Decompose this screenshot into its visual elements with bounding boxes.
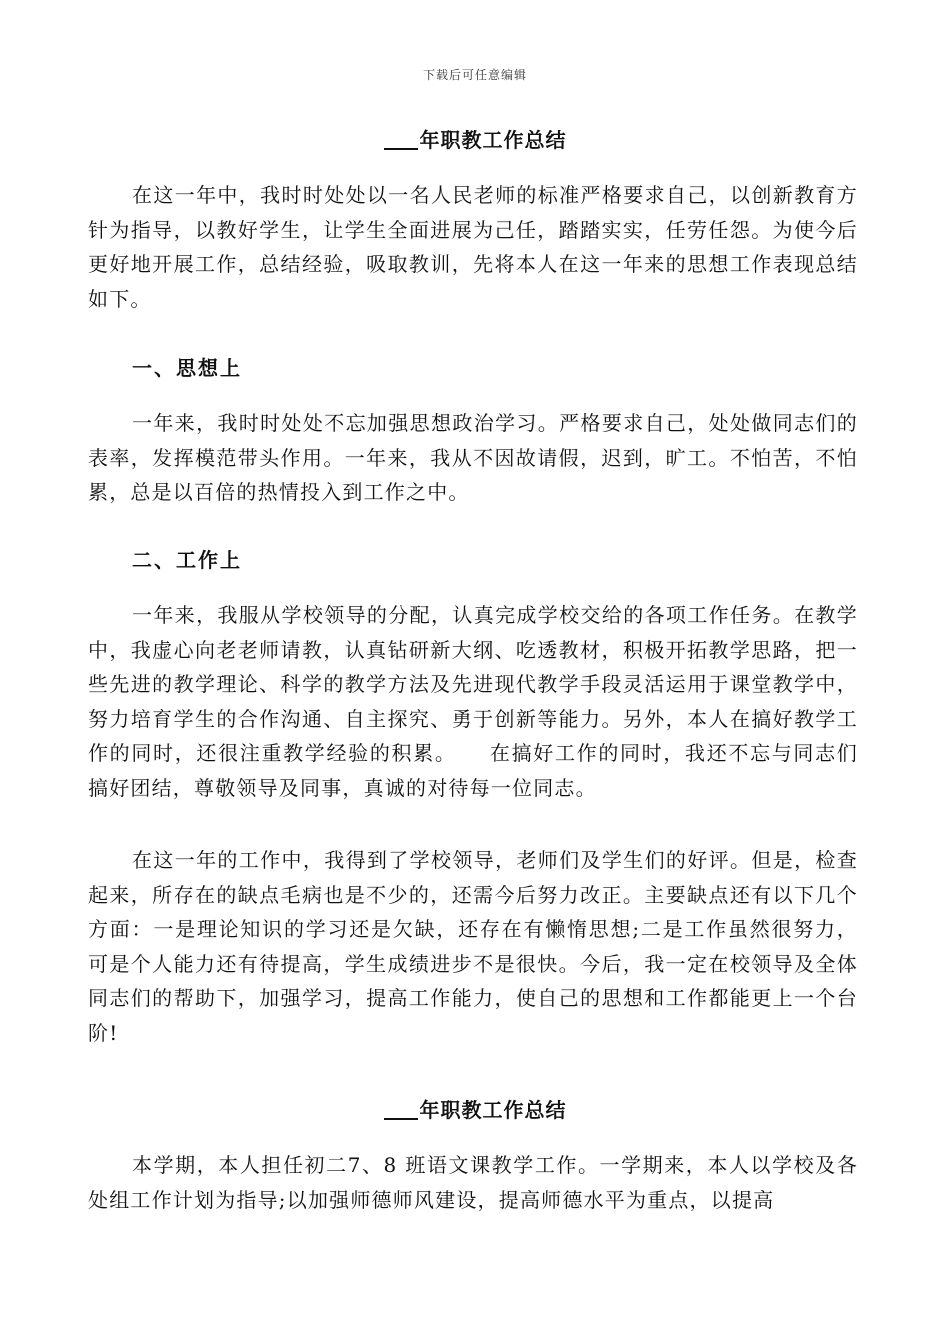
section1-shortcomings-paragraph: 在这一年的工作中，我得到了学校领导，老师们及学生们的好评。但是，检查起来，所存在的缺点毛病也是不少的，还需今后努力改正。主要缺点还有以下几个方面：一是理论知识的学习还是欠缺，还存在有懒惰思想;二是工作虽然很努力，可是个人能力还有待提高，学生成绩进步不是很快。今后，我一定在校领导及全体同志们的帮助下，加强学习，提高工作能力，使自己的思想和工作都能更上一个台阶! bbox=[88, 848, 858, 1045]
section1-heading-thought: 一、思想上 bbox=[132, 356, 242, 380]
section1-heading-work: 二、工作上 bbox=[132, 548, 242, 572]
title-blank-line bbox=[384, 130, 418, 150]
section2-intro-paragraph: 本学期，本人担任初二7、8 班语文课教学工作。一学期来，本人以学校及各处组工作计划为指导;以加强师德师风建设，提高师德水平为重点，以提高 bbox=[88, 1153, 858, 1212]
section1-work-paragraph: 一年来，我服从学校领导的分配，认真完成学校交给的各项工作任务。在教学中，我虚心向老老师请教，认真钻研新大纲、吃透教材，积极开拓教学思路，把一些先进的教学理论、科学的教学方法及先进现代教学手段灵活运用于课堂教学中，努力培育学生的合作沟通、自主探究、勇于创新等能力。另外，本人在搞好教学工作的同时，还很注重教学经验的积累。 在搞好工作的同时，我还不忘与同志们搞好团结，尊敬领导及同事，真诚的对待每一位同志。 bbox=[88, 603, 858, 800]
title-blank-line bbox=[384, 1100, 418, 1120]
header-note: 下载后可任意编辑 bbox=[422, 68, 527, 82]
section1-thought-paragraph: 一年来，我时时处处不忘加强思想政治学习。严格要求自己，处处做同志们的表率，发挥模范带头作用。一年来，我从不因故请假，迟到，旷工。不怕苦，不怕累，总是以百倍的热情投入到工作之中。 bbox=[88, 411, 858, 504]
section1-title bbox=[0, 124, 950, 153]
section2-title bbox=[0, 1094, 950, 1123]
section1-intro-paragraph: 在这一年中，我时时处处以一名人民老师的标准严格要求自己，以创新教育方针为指导，以教好学生，让学生全面进展为己任，踏踏实实，任劳任怨。为使今后更好地开展工作，总结经验，吸取教训，先将本人在这一年来的思想工作表现总结如下。 bbox=[88, 183, 858, 311]
section2-title-text: 年职教工作总结 bbox=[419, 1098, 567, 1122]
section1-title-text: 年职教工作总结 bbox=[419, 128, 567, 152]
